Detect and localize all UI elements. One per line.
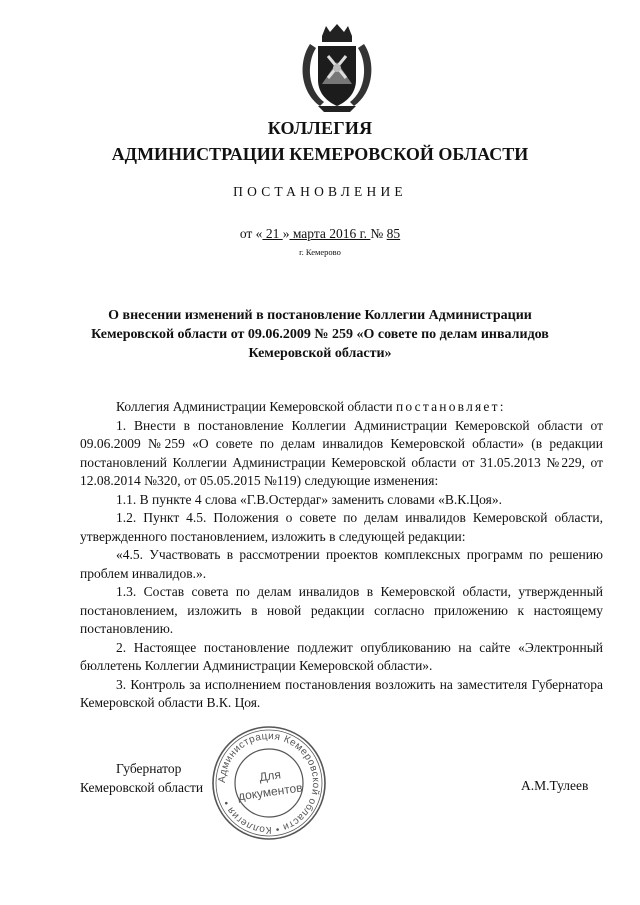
paragraph-3: 3. Контроль за исполнением постановления возложить на заместителя Губернатора Кемеровской области В.К. Цоя. bbox=[80, 676, 603, 710]
document-number: 85 bbox=[386, 226, 401, 241]
date-month-year: марта 2016 г. bbox=[289, 226, 371, 241]
document-subject bbox=[80, 306, 560, 363]
number-sign: № bbox=[370, 226, 387, 241]
official-stamp bbox=[210, 724, 328, 842]
signature-title-line2: Кемеровской области bbox=[80, 779, 204, 795]
date-day: 21 bbox=[262, 226, 283, 241]
paragraph-1-1: 1.1. В пункте 4 слова «Г.В.Остердаг» заменить словами «В.К.Цоя». bbox=[116, 491, 502, 507]
paragraph-2: 2. Настоящее постановление подлежит опубликованию на сайте «Электронный бюллетень Коллегии Администрации Кемеровской области». bbox=[80, 639, 603, 673]
intro-text: Коллегия Администрации Кемеровской области bbox=[116, 399, 393, 414]
signature-title-line1: Губернатор bbox=[116, 761, 182, 776]
city-label: г. Кемерово bbox=[299, 247, 341, 257]
paragraph-1-3: 1.3. Состав совета по делам инвалидов в Кемеровской области, утвержденный постановлением, изложить в новой редакции согласно приложению к настоящему постановлению. bbox=[80, 584, 603, 636]
stamp-center-line1: Для bbox=[258, 767, 282, 785]
subject-line: Кемеровской области» bbox=[248, 346, 392, 361]
intro-paragraph bbox=[80, 398, 603, 417]
stamp-ring-text: Администрация Кемеровской области • Коллегия • bbox=[216, 730, 322, 836]
subject-line: О внесении изменений в постановление Коллегии Администрации bbox=[108, 308, 532, 323]
date-prefix: от « bbox=[239, 226, 263, 241]
date-mid: » bbox=[282, 226, 290, 241]
document-type: ПОСТАНОВЛЕНИЕ bbox=[233, 184, 407, 199]
signatory-name: А.М.Тулеев bbox=[521, 778, 589, 793]
paragraph-1-2: 1.2. Пункт 4.5. Положения о совете по делам инвалидов Кемеровской области, утвержденного постановлением, изложить в следующей редакции: bbox=[80, 510, 603, 544]
intro-verb: постановляет: bbox=[395, 399, 506, 414]
subject-line: Кемеровской области от 09.06.2009 № 259 «О совете по делам инвалидов bbox=[91, 327, 549, 342]
coat-of-arms-icon bbox=[292, 22, 382, 114]
date-number-line bbox=[0, 226, 640, 242]
stamp-center-line2: документов bbox=[237, 780, 304, 804]
org-name-line1: КОЛЛЕГИЯ bbox=[267, 118, 373, 138]
paragraph-1-2-quote: «4.5. Участвовать в рассмотрении проектов комплексных программ по решению проблем инвалидов.». bbox=[80, 547, 603, 581]
paragraph-1: 1. Внести в постановление Коллегии Администрации Кемеровской области от 09.06.2009 №259 «О совете по делам инвалидов Кемеровской области» (в редакции постановлений Коллегии Администрации Кемеровской области от 31.05.2013 №229, от 12.08.2014 №320, от 05.05.2015 №119) следующие изменения: bbox=[80, 417, 603, 488]
signature-title bbox=[80, 760, 203, 797]
org-name-line2: АДМИНИСТРАЦИИ КЕМЕРОВСКОЙ ОБЛАСТИ bbox=[111, 144, 529, 164]
document-body bbox=[80, 398, 603, 713]
